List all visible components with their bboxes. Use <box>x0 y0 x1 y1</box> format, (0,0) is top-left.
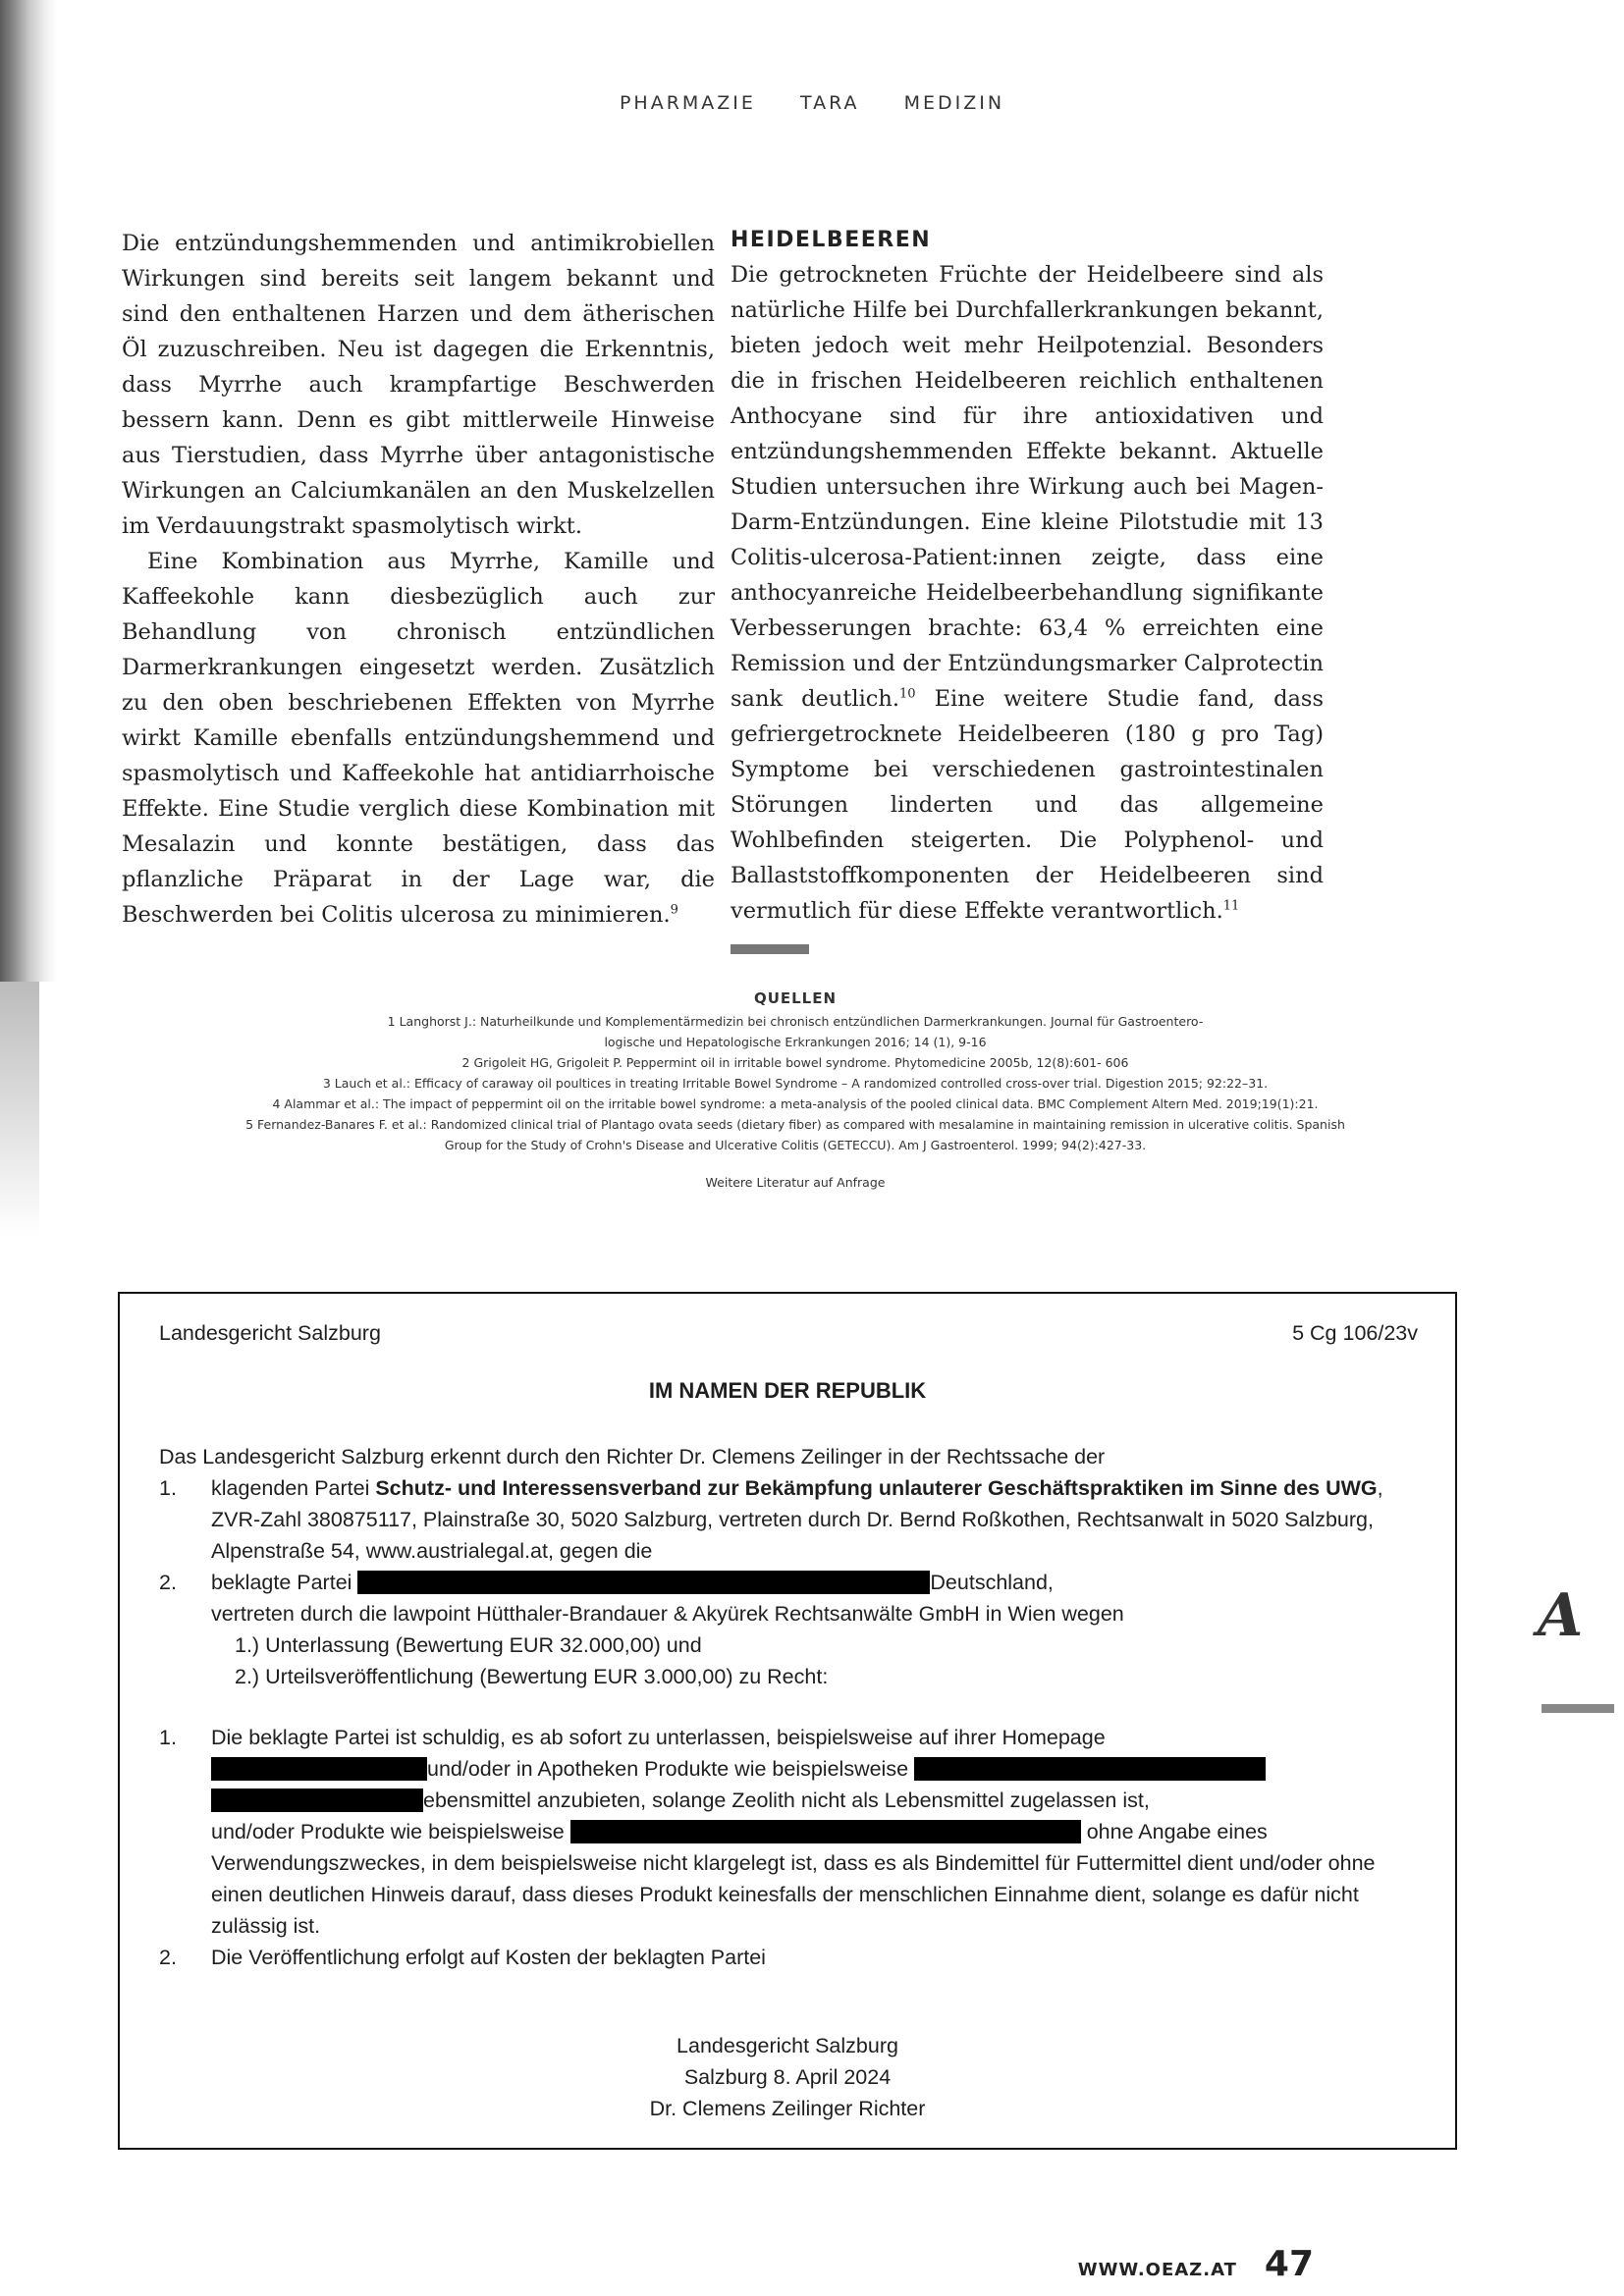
ruling-text: Die beklagte Partei ist schuldig, es ab sofort zu unterlassen, beispielsweise auf ihrer Homepage <box>211 1726 1106 1749</box>
sources-more-note: Weitere Literatur auf Anfrage <box>705 1175 886 1190</box>
court-notice-box <box>118 1292 1457 2150</box>
right-column <box>731 226 1324 954</box>
article-end-mark <box>731 944 809 954</box>
party-text: Deutschland, <box>930 1571 1054 1594</box>
ruling-text: ebensmittel anzubieten, solange Zeolith nicht als Lebensmittel zugelassen ist, <box>423 1789 1150 1812</box>
list-number: 2. <box>159 1571 177 1594</box>
footnote-ref: 10 <box>899 686 916 702</box>
redaction-bar <box>211 1757 427 1781</box>
scan-shadow-lower <box>0 982 39 1237</box>
section-heading: HEIDELBEEREN <box>731 228 932 252</box>
redaction-bar <box>914 1757 1266 1781</box>
paragraph-text: Eine Kombination aus Myrrhe, Kamille und Kaffeekohle kann diesbezüglich auch zur Behandlung von chronisch entzündlichen Darmerkrankungen eingesetzt werden. Zusätzlich zu den oben beschriebenen Effekten von Myrrhe wirkt Kamille ebenfalls entzündungshemmend und spasmolytisch und Kaffeekohle hat antidiarrhoische Effekte. Eine Studie verglich diese Kombination mit Mesalazin und konnte bestätigen, dass das pflanzliche Präparat in der Lage war, die Beschwerden bei Colitis ulcerosa zu minimieren. <box>122 549 715 928</box>
ruling-text: und/oder Produkte wie beispielsweise <box>211 1820 570 1843</box>
party-text: beklagte Partei <box>211 1571 358 1594</box>
scan-shadow <box>0 0 57 982</box>
paragraph <box>731 257 1324 929</box>
source-line: 5 Fernandez-Banares F. et al.: Randomized clinical trial of Plantago ovata seeds (dietary fiber) as compared with mesalamine in maintaining remission in ulcerative colitis. Spanish <box>245 1117 1345 1132</box>
list-number: 1. <box>159 1476 177 1500</box>
ruling-text: ohne Angabe eines <box>1080 1820 1268 1843</box>
paragraph-text: Die entzündungshemmenden und antimikrobiellen Wirkungen sind bereits seit langem bekannt und sind den enthaltenen Harzen und dem ätherischen Öl zuzuschreiben. Neu ist dagegen die Erkenntnis, dass Myrrhe auch krampfartige Beschwerden bessern kann. Denn es gibt mittlerweile Hinweise aus Tierstudien, dass Myrrhe über antagonistische Wirkungen an Calciumkanälen an den Muskelzellen im Verdauungstrakt spasmolytisch wirkt. <box>122 231 715 539</box>
paragraph-text: Die getrockneten Früchte der Heidelbeere sind als natürliche Hilfe bei Durchfallerkrankungen bekannt, bieten jedoch weit mehr Heilpotenzial. Besonders die in frischen Heidelbeeren reichlich enthaltenen Anthocyane sind für ihre antioxidativen und entzündungshemmenden Effekte bekannt. Aktuelle Studien untersuchen ihre Wirkung auch bei Magen-Darm-Entzündungen. Eine kleine Pilotstudie mit 13 Colitis-ulcerosa-Patient:innen zeigte, dass eine anthocyanreiche Heidelbeerbehandlung signifikante Verbesserungen brachte: 63,4 % erreichten eine Remission und der Entzündungsmarker Calprotectin sank deutlich. <box>731 262 1324 712</box>
party-text: , ZVR-Zahl 380875117, Plainstraße 30, 5020 Salzburg, vertreten durch Dr. Bernd Roßkothen, Rechtsanwalt in 5020 Salzburg, Alpenstraße 54, www.austrialegal.at, gegen die <box>211 1476 1383 1563</box>
source-line: logische und Hepatologische Erkrankungen 2016; 14 (1), 9-16 <box>604 1035 987 1049</box>
signature-block <box>120 2030 1455 2124</box>
ruling-text: und/oder in Apotheken Produkte wie beispielsweise <box>427 1757 909 1781</box>
margin-bar <box>1542 1704 1614 1713</box>
sources-section <box>118 989 1473 1190</box>
page-footer <box>1078 2244 1314 2284</box>
running-head-item: PHARMAZIE <box>619 92 756 114</box>
notice-body <box>159 1441 1426 1973</box>
party-text: klagenden Partei <box>211 1476 376 1500</box>
claim-item: 1.) Unterlassung (Bewertung EUR 32.000,00) und <box>235 1633 702 1657</box>
case-number: 5 Cg 106/23v <box>1292 1321 1418 1345</box>
source-line: Group for the Study of Crohn's Disease and Ulcerative Colitis (GETECCU). Am J Gastroenterol. 1999; 94(2):427-33. <box>444 1138 1147 1152</box>
page-number: 47 <box>1264 2244 1314 2284</box>
ruling-item <box>159 1942 1426 1973</box>
court-name: Landesgericht Salzburg <box>159 1321 381 1345</box>
notice-heading: IM NAMEN DER REPUBLIK <box>648 1378 927 1403</box>
signature-line: Salzburg 8. April 2024 <box>683 2065 892 2089</box>
signature-line: Landesgericht Salzburg <box>677 2034 898 2057</box>
ruling-text: Die Veröffentlichung erfolgt auf Kosten der beklagten Partei <box>211 1946 766 1969</box>
ruling-item <box>159 1722 1426 1942</box>
running-head <box>0 92 1624 114</box>
footnote-ref: 9 <box>670 902 678 918</box>
party-text: vertreten durch die lawpoint Hütthaler-Brandauer & Akyürek Rechtsanwälte GmbH in Wien wegen <box>211 1602 1124 1626</box>
ruling-text: Verwendungszweckes, in dem beispielsweise nicht klargelegt ist, dass es als Bindemittel für Futtermittel dient und/oder ohne einen deutlichen Hinweis darauf, dass dieses Produkt keinesfalls der menschlichen Einnahme dient, solange es dafür nicht zulässig ist. <box>211 1851 1376 1938</box>
left-column <box>122 226 715 933</box>
redaction-bar <box>211 1789 423 1812</box>
source-line: 1 Langhorst J.: Naturheilkunde und Komplementärmedizin bei chronisch entzündlichen Darmerkrankungen. Journal für Gastroentero- <box>387 1014 1204 1029</box>
footer-url: WWW.OEAZ.AT <box>1077 2260 1237 2280</box>
redaction-bar <box>357 1571 930 1594</box>
redaction-bar <box>570 1820 1081 1843</box>
notice-intro: Das Landesgericht Salzburg erkennt durch den Richter Dr. Clemens Zeilinger in der Rechtssache der <box>159 1445 1106 1468</box>
party-plaintiff <box>159 1472 1426 1567</box>
source-line: 2 Grigoleit HG, Grigoleit P. Peppermint oil in irritable bowel syndrome. Phytomedicine 2005b, 12(8):601- 606 <box>461 1055 1129 1070</box>
pharmacy-a-logo-icon: A <box>1537 1581 1584 1650</box>
source-line: 4 Alammar et al.: The impact of peppermint oil on the irritable bowel syndrome: a meta-analysis of the pooled clinical data. BMC Complement Altern Med. 2019;19(1):21. <box>272 1096 1319 1111</box>
footnote-ref: 11 <box>1222 898 1240 914</box>
claim-item: 2.) Urteilsveröffentlichung (Bewertung EUR 3.000,00) zu Recht: <box>235 1665 829 1688</box>
paragraph-text: Eine weitere Studie fand, dass gefriergetrocknete Heidelbeeren (180 g pro Tag) Symptome bei verschiedenen gastrointestinalen Störungen linderten und das allgemeine Wohlbefinden steigerten. Die Polyphenol- und Ballaststoffkomponenten der Heidelbeeren sind vermutlich für diese Effekte verantwortlich. <box>731 686 1324 924</box>
list-number: 2. <box>159 1946 177 1969</box>
party-defendant <box>159 1567 1426 1692</box>
paragraph <box>122 226 715 544</box>
list-number: 1. <box>159 1726 177 1749</box>
signature-line: Dr. Clemens Zeilinger Richter <box>649 2097 926 2120</box>
party-name: Schutz- und Interessensverband zur Bekämpfung unlauterer Geschäftspraktiken im Sinne des UWG <box>375 1476 1378 1500</box>
sources-title: QUELLEN <box>753 989 838 1007</box>
paragraph <box>122 544 715 933</box>
running-head-item: MEDIZIN <box>903 92 1005 114</box>
running-head-item: TARA <box>799 92 860 114</box>
source-line: 3 Lauch et al.: Efficacy of caraway oil poultices in treating Irritable Bowel Syndrome – A randomized controlled cross-over trial. Digestion 2015; 92:22–31. <box>322 1076 1269 1091</box>
